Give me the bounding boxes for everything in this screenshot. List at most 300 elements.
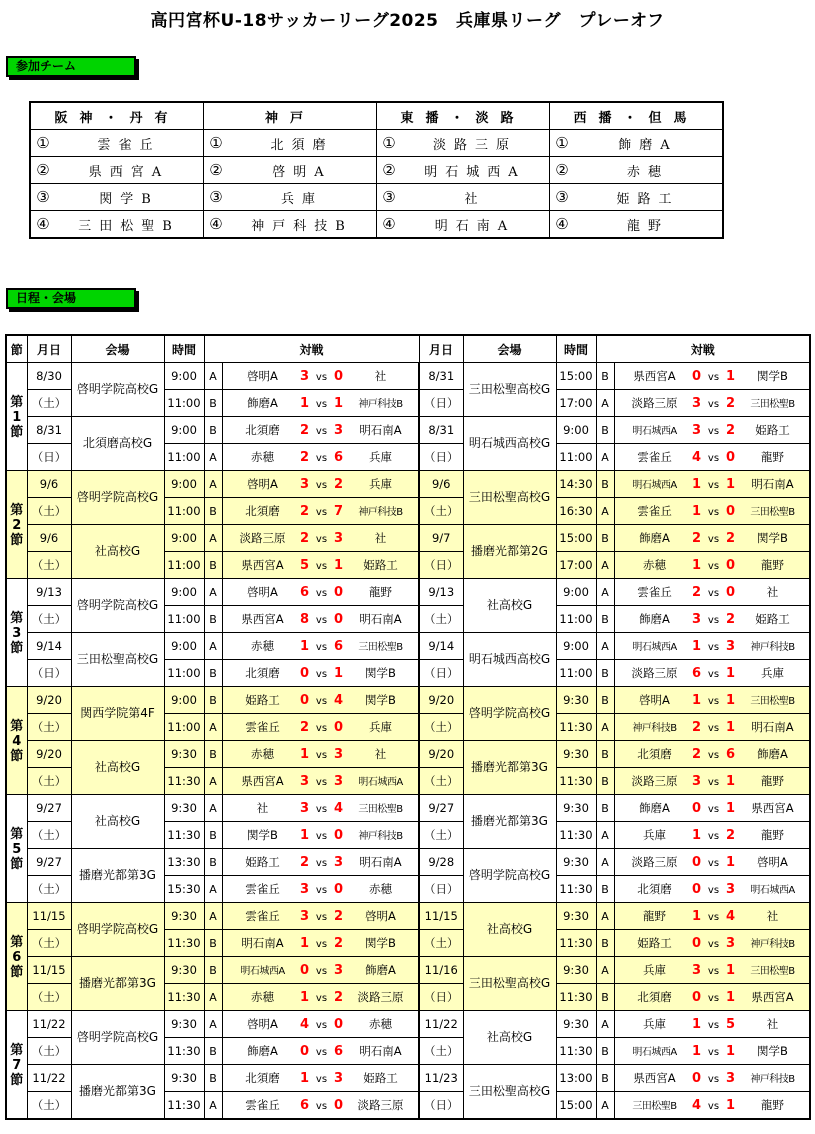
vs-label: vs [315, 696, 328, 707]
away-team: 関学B [365, 666, 396, 680]
venue-name: 播磨光都第3G [463, 741, 556, 795]
pitch-label: A [204, 633, 222, 660]
vs-label: vs [707, 480, 720, 491]
team-name: 兵庫 [228, 184, 377, 211]
away-score: 7 [333, 504, 344, 519]
pitch-label: B [204, 822, 222, 849]
home-team: 県西宮A [633, 1071, 676, 1085]
home-score: 1 [299, 1071, 310, 1086]
match-date: 8/30 [27, 363, 71, 390]
home-team: 北須磨 [245, 504, 280, 518]
venue-name: 明石城西高校G [463, 417, 556, 471]
away-team: 社 [374, 747, 387, 761]
match-cell [222, 795, 419, 822]
home-team: 北須磨 [637, 747, 672, 761]
home-team: 姫路工 [245, 855, 280, 869]
kickoff-time: 11:30 [556, 768, 596, 795]
vs-label: vs [707, 804, 720, 815]
match-cell [222, 1092, 419, 1120]
kickoff-time: 11:30 [164, 1092, 204, 1120]
away-team: 飾磨A [365, 963, 396, 977]
match-date: 9/6 [419, 471, 463, 498]
match [621, 746, 810, 762]
match-date: 11/15 [419, 903, 463, 930]
pitch-label: B [596, 471, 614, 498]
match [229, 692, 419, 708]
match-cell [222, 849, 419, 876]
match-day: （土） [419, 714, 463, 741]
away-score: 2 [725, 423, 736, 438]
match-cell [222, 390, 419, 417]
away-team: 神戸科技B [750, 939, 795, 950]
venue-name: 播磨光都第3G [71, 957, 164, 1011]
away-score: 1 [725, 1098, 736, 1113]
match-day: （日） [27, 444, 71, 471]
home-team: 赤穂 [251, 747, 274, 761]
home-score: 3 [299, 882, 310, 897]
match-day: （土） [27, 1092, 71, 1120]
home-score: 8 [299, 612, 310, 627]
home-score: 3 [299, 909, 310, 924]
section-label-schedule: 日程・会場 [6, 288, 136, 309]
kickoff-time: 11:30 [556, 714, 596, 741]
home-score: 2 [691, 747, 702, 762]
away-score: 0 [725, 585, 736, 600]
away-score: 2 [333, 990, 344, 1005]
schedule-row [6, 849, 810, 876]
away-team: 三田松聖B [358, 642, 403, 653]
home-score: 0 [691, 936, 702, 951]
venue-name: 三田松聖高校G [71, 633, 164, 687]
home-team: 県西宮A [633, 369, 676, 383]
round-label: 第2節 [6, 471, 27, 579]
away-score: 3 [333, 531, 344, 546]
home-score: 4 [691, 450, 702, 465]
match-date: 9/13 [27, 579, 71, 606]
team-name: 淡路三原 [401, 130, 550, 157]
match-cell [614, 795, 810, 822]
match-cell [222, 1011, 419, 1038]
venue-name: 啓明学院高校G [463, 687, 556, 741]
match-cell [614, 741, 810, 768]
kickoff-time: 11:30 [556, 984, 596, 1011]
kickoff-time: 9:00 [556, 417, 596, 444]
vs-label: vs [707, 507, 720, 518]
kickoff-time: 9:00 [164, 417, 204, 444]
kickoff-time: 9:30 [164, 957, 204, 984]
kickoff-time: 16:30 [556, 498, 596, 525]
kickoff-time: 9:30 [556, 957, 596, 984]
match-day: （土） [419, 768, 463, 795]
away-score: 3 [725, 936, 736, 951]
home-score: 4 [691, 1098, 702, 1113]
match [229, 989, 419, 1005]
vs-label: vs [707, 750, 720, 761]
match-cell [614, 525, 810, 552]
vs-label: vs [707, 642, 720, 653]
home-team: 淡路三原 [631, 396, 678, 410]
away-team: 明石南A [359, 423, 402, 437]
home-team: 赤穂 [251, 639, 274, 653]
group-header: 西播・但馬 [550, 102, 724, 130]
away-team: 淡路三原 [357, 1098, 404, 1112]
venue-name: 啓明学院高校G [463, 849, 556, 903]
kickoff-time: 13:30 [164, 849, 204, 876]
away-score: 0 [725, 558, 736, 573]
match-cell [614, 1092, 810, 1120]
pitch-label: A [204, 903, 222, 930]
away-score: 3 [333, 963, 344, 978]
match-cell [222, 552, 419, 579]
kickoff-time: 11:00 [556, 606, 596, 633]
team-seed: ③ [377, 184, 402, 211]
venue-name: 社高校G [463, 903, 556, 957]
pitch-label: B [204, 1065, 222, 1092]
match-day: （土） [419, 498, 463, 525]
match-cell [222, 525, 419, 552]
away-score: 2 [725, 612, 736, 627]
away-team: 龍野 [761, 558, 784, 572]
match-cell [222, 579, 419, 606]
vs-label: vs [315, 399, 328, 410]
team-name: 雲雀丘 [55, 130, 204, 157]
team-seed: ③ [550, 184, 575, 211]
away-score: 0 [333, 720, 344, 735]
match-cell [222, 714, 419, 741]
pitch-label: B [596, 660, 614, 687]
pitch-label: B [204, 552, 222, 579]
match [621, 962, 810, 978]
pitch-label: A [596, 498, 614, 525]
kickoff-time: 11:30 [164, 1038, 204, 1065]
kickoff-time: 9:30 [556, 687, 596, 714]
match-cell [614, 849, 810, 876]
home-score: 5 [299, 558, 310, 573]
home-score: 1 [299, 936, 310, 951]
away-score: 0 [333, 369, 344, 384]
match [229, 746, 419, 762]
match-cell [614, 471, 810, 498]
vs-label: vs [315, 912, 328, 923]
header-match: 対戦 [204, 335, 419, 363]
kickoff-time: 9:30 [556, 741, 596, 768]
away-team: 神戸科技B [358, 507, 403, 518]
match-day: （土） [27, 390, 71, 417]
vs-label: vs [315, 1047, 328, 1058]
match [621, 854, 810, 870]
away-team: 社 [766, 585, 779, 599]
match-date: 8/31 [419, 363, 463, 390]
match-date: 11/15 [27, 903, 71, 930]
away-team: 啓明A [757, 855, 788, 869]
away-team: 社 [374, 369, 387, 383]
home-team: 社 [256, 801, 269, 815]
home-team: 明石南A [241, 936, 284, 950]
group-header: 阪神・丹有 [30, 102, 204, 130]
home-score: 0 [299, 693, 310, 708]
match-cell [222, 417, 419, 444]
kickoff-time: 9:00 [164, 363, 204, 390]
away-team: 神戸科技B [358, 831, 403, 842]
match-cell [222, 660, 419, 687]
vs-label: vs [707, 615, 720, 626]
match-date: 9/27 [27, 795, 71, 822]
vs-label: vs [315, 453, 328, 464]
home-team: 飾磨A [639, 531, 670, 545]
home-score: 2 [299, 504, 310, 519]
pitch-label: A [596, 849, 614, 876]
venue-name: 啓明学院高校G [71, 579, 164, 633]
away-score: 1 [725, 774, 736, 789]
kickoff-time: 15:00 [556, 525, 596, 552]
pitch-label: A [204, 984, 222, 1011]
schedule-row [6, 687, 810, 714]
away-team: 関学B [757, 531, 788, 545]
page-title: 高円宮杯U-18サッカーリーグ2025 兵庫県リーグ プレーオフ [150, 11, 665, 31]
match [621, 719, 810, 735]
kickoff-time: 11:30 [164, 930, 204, 957]
pitch-label: A [596, 579, 614, 606]
schedule-table [5, 334, 811, 1120]
round-label: 第6節 [6, 903, 27, 1011]
match-date: 9/28 [419, 849, 463, 876]
away-score: 1 [725, 963, 736, 978]
away-team: 関学B [757, 1044, 788, 1058]
pitch-label: A [596, 1092, 614, 1120]
pitch-label: A [596, 714, 614, 741]
home-score: 0 [691, 990, 702, 1005]
pitch-label: A [596, 903, 614, 930]
match-day: （日） [419, 660, 463, 687]
round-label: 第5節 [6, 795, 27, 903]
match [621, 665, 810, 681]
schedule-row [6, 1011, 810, 1038]
home-team: 淡路三原 [631, 855, 678, 869]
away-team: 啓明A [365, 909, 396, 923]
team-seed: ② [30, 157, 55, 184]
vs-label: vs [707, 669, 720, 680]
vs-label: vs [707, 1101, 720, 1112]
match [621, 476, 810, 492]
home-score: 1 [691, 909, 702, 924]
away-score: 1 [725, 369, 736, 384]
home-score: 3 [691, 774, 702, 789]
venue-name: 北須磨高校G [71, 417, 164, 471]
home-team: 三田松聖B [632, 1101, 677, 1112]
away-score: 1 [333, 558, 344, 573]
match-day: （日） [419, 876, 463, 903]
home-team: 赤穂 [251, 450, 274, 464]
kickoff-time: 9:30 [164, 1065, 204, 1092]
match-date: 9/27 [419, 795, 463, 822]
match [621, 773, 810, 789]
match-cell [614, 552, 810, 579]
match [229, 719, 419, 735]
away-score: 1 [725, 855, 736, 870]
kickoff-time: 13:00 [556, 1065, 596, 1092]
home-team: 県西宮A [241, 558, 284, 572]
pitch-label: B [596, 417, 614, 444]
home-team: 雲雀丘 [245, 909, 280, 923]
home-team: 雲雀丘 [637, 585, 672, 599]
match-date: 9/13 [419, 579, 463, 606]
home-team: 雲雀丘 [245, 882, 280, 896]
kickoff-time: 11:30 [164, 768, 204, 795]
away-team: 龍野 [761, 450, 784, 464]
team-name: 三田松聖B [55, 211, 204, 239]
vs-label: vs [315, 885, 328, 896]
team-name: 姫路工 [574, 184, 723, 211]
pitch-label: B [204, 417, 222, 444]
away-score: 3 [725, 1071, 736, 1086]
match [621, 638, 810, 654]
home-team: 淡路三原 [239, 531, 286, 545]
away-score: 2 [725, 828, 736, 843]
away-score: 1 [725, 801, 736, 816]
away-team: 神戸科技B [750, 642, 795, 653]
away-score: 3 [725, 882, 736, 897]
match [229, 935, 419, 951]
away-score: 1 [725, 720, 736, 735]
vs-label: vs [315, 966, 328, 977]
pitch-label: B [204, 687, 222, 714]
away-team: 明石南A [359, 855, 402, 869]
match-date: 9/20 [419, 741, 463, 768]
pitch-label: A [204, 444, 222, 471]
home-score: 1 [691, 828, 702, 843]
team-seed: ④ [377, 211, 402, 239]
match [229, 800, 419, 816]
round-label: 第4節 [6, 687, 27, 795]
pitch-label: B [204, 849, 222, 876]
match-date: 8/31 [419, 417, 463, 444]
home-team: 明石城西A [632, 642, 677, 653]
match-date: 11/22 [27, 1065, 71, 1092]
pitch-label: A [596, 444, 614, 471]
group-header: 神戸 [204, 102, 377, 130]
home-score: 0 [691, 855, 702, 870]
venue-name: 啓明学院高校G [71, 471, 164, 525]
vs-label: vs [707, 777, 720, 788]
home-team: 龍野 [643, 909, 666, 923]
team-name: 赤穂 [574, 157, 723, 184]
match-cell [222, 363, 419, 390]
team-seed: ② [204, 157, 229, 184]
away-team: 姫路工 [363, 558, 398, 572]
home-score: 1 [299, 396, 310, 411]
pitch-label: A [204, 525, 222, 552]
away-score: 0 [333, 612, 344, 627]
home-score: 0 [691, 801, 702, 816]
away-score: 6 [333, 639, 344, 654]
match-date: 9/7 [419, 525, 463, 552]
venue-name: 啓明学院高校G [71, 1011, 164, 1065]
match-cell [222, 957, 419, 984]
round-label: 第1節 [6, 363, 27, 471]
kickoff-time: 9:30 [164, 1011, 204, 1038]
match-cell [614, 822, 810, 849]
kickoff-time: 9:30 [556, 795, 596, 822]
home-team: 明石城西A [240, 966, 285, 977]
match [229, 611, 419, 627]
vs-label: vs [315, 534, 328, 545]
away-score: 1 [725, 666, 736, 681]
vs-label: vs [315, 723, 328, 734]
team-seed: ④ [550, 211, 575, 239]
home-score: 2 [299, 720, 310, 735]
pitch-label: B [596, 363, 614, 390]
away-score: 0 [725, 450, 736, 465]
kickoff-time: 11:00 [556, 660, 596, 687]
match [229, 530, 419, 546]
match-cell [614, 903, 810, 930]
match-day: （土） [419, 606, 463, 633]
venue-name: 啓明学院高校G [71, 903, 164, 957]
match-cell [222, 606, 419, 633]
kickoff-time: 9:30 [164, 795, 204, 822]
header-time: 時間 [556, 335, 596, 363]
match [229, 638, 419, 654]
home-team: 啓明A [247, 369, 278, 383]
match-cell [614, 714, 810, 741]
away-score: 4 [333, 693, 344, 708]
vs-label: vs [315, 939, 328, 950]
pitch-label: B [204, 660, 222, 687]
team-name: 龍野 [574, 211, 723, 239]
header-date: 月日 [27, 335, 71, 363]
kickoff-time: 17:00 [556, 552, 596, 579]
match-day: （日） [419, 552, 463, 579]
pitch-label: B [596, 741, 614, 768]
venue-name: 播磨光都第3G [71, 1065, 164, 1120]
kickoff-time: 11:30 [556, 822, 596, 849]
match [229, 881, 419, 897]
pitch-label: B [596, 1038, 614, 1065]
match-cell [222, 903, 419, 930]
kickoff-time: 9:00 [164, 633, 204, 660]
kickoff-time: 11:00 [164, 444, 204, 471]
away-team: 明石南A [359, 1044, 402, 1058]
away-team: 明石城西A [358, 777, 403, 788]
venue-name: 三田松聖高校G [463, 957, 556, 1011]
pitch-label: A [204, 714, 222, 741]
team-seed: ④ [30, 211, 55, 239]
venue-name: 社高校G [463, 579, 556, 633]
match [229, 422, 419, 438]
home-team: 北須磨 [245, 1071, 280, 1085]
match [621, 368, 810, 384]
home-team: 神戸科技B [632, 723, 677, 734]
kickoff-time: 9:00 [556, 633, 596, 660]
match-date: 11/16 [419, 957, 463, 984]
away-team: 三田松聖B [750, 507, 795, 518]
schedule-row [6, 633, 810, 660]
match-day: （土） [27, 768, 71, 795]
section-label-teams: 参加チーム [6, 56, 136, 77]
pitch-label: B [596, 930, 614, 957]
pitch-label: A [204, 579, 222, 606]
team-name: 明石南A [401, 211, 550, 239]
team-seed: ② [377, 157, 402, 184]
away-team: 姫路工 [755, 423, 790, 437]
team-name: 北須磨 [228, 130, 377, 157]
match-date: 9/14 [419, 633, 463, 660]
header-venue: 会場 [71, 335, 164, 363]
match-cell [614, 984, 810, 1011]
away-team: 三田松聖B [750, 966, 795, 977]
away-team: 赤穂 [369, 882, 392, 896]
vs-label: vs [315, 588, 328, 599]
